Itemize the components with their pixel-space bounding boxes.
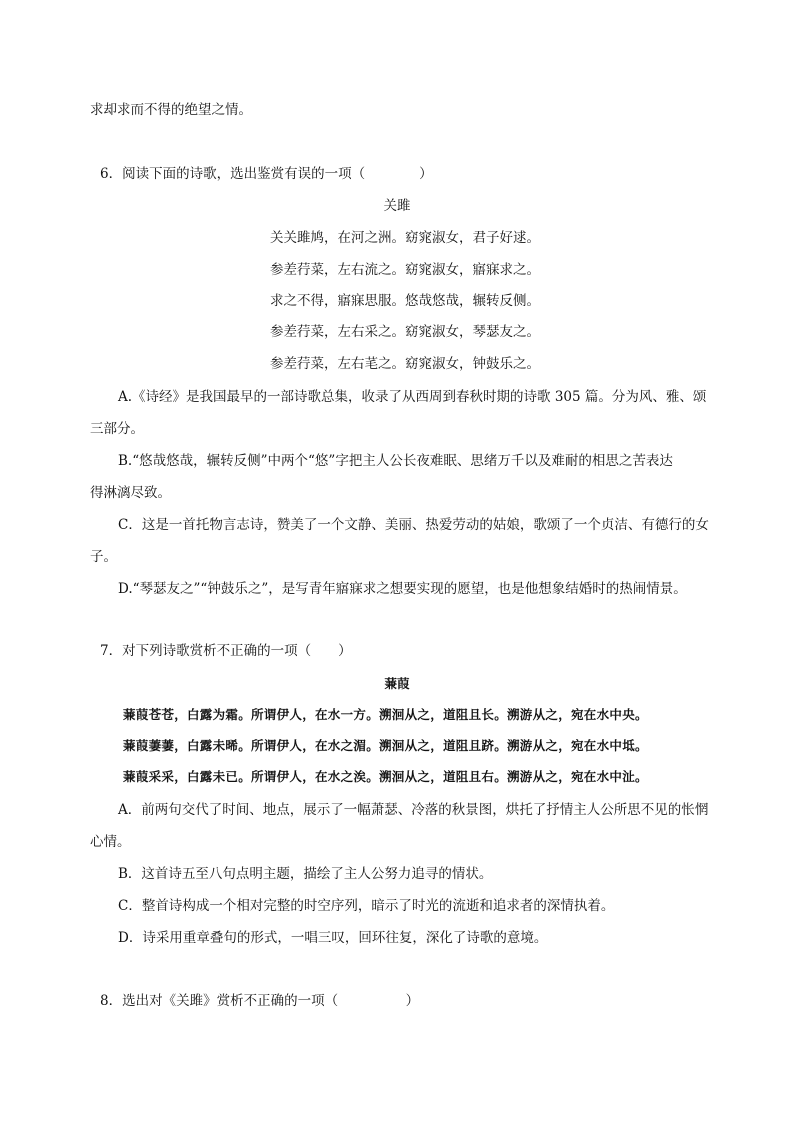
q6-option-b-cont: 得淋漓尽致。 bbox=[90, 485, 171, 501]
q7-option-b: B．这首诗五至八句点明主题，描绘了主人公努力追寻的情状。 bbox=[118, 866, 493, 882]
q7-option-a-cont: 心情。 bbox=[90, 834, 131, 850]
q6-option-b: B.“悠哉悠哉，辗转反侧”中两个“悠”字把主人公长夜难眠、思绪万千以及难耐的相思之苦表达 bbox=[118, 453, 673, 469]
q7-option-a: A．前两句交代了时间、地点，展示了一幅萧瑟、冷落的秋景图，烘托了抒情主人公所思不见的怅惘 bbox=[118, 802, 709, 818]
poem-line: 求之不得，寤寐思服。悠哉悠哉，辗转反侧。 bbox=[270, 293, 540, 309]
poem-title-jianjia: 蒹葭 bbox=[384, 676, 410, 691]
poem-line: 参差荇菜，左右采之。窈窕淑女，琴瑟友之。 bbox=[270, 324, 540, 340]
poem-line: 参差荇菜，左右流之。窈窕淑女，寤寐求之。 bbox=[270, 262, 540, 278]
poem-line: 蒹葭苍苍，白露为霜。所谓伊人，在水一方。溯洄从之，道阻且长。溯游从之，宛在水中央。 bbox=[123, 707, 648, 722]
q6-option-a-cont: 三部分。 bbox=[90, 421, 144, 437]
q6-option-a: A.《诗经》是我国最早的一部诗歌总集，收录了从西周到春秋时期的诗歌 305 篇。分为风、雅、颂 bbox=[118, 389, 707, 405]
q7-option-d: D．诗采用重章叠句的形式，一唱三叹，回环往复，深化了诗歌的意境。 bbox=[118, 930, 548, 946]
poem-line: 蒹葭采采，白露未已。所谓伊人，在水之涘。溯洄从之，道阻且右。溯游从之，宛在水中沚。 bbox=[123, 769, 648, 784]
question-6-stem: 6．阅读下面的诗歌，选出鉴赏有误的一项（ ） bbox=[100, 166, 433, 182]
poem-line: 蒹葭萋萋，白露未晞。所谓伊人，在水之湄。溯洄从之，道阻且跻。溯游从之，宛在水中坻。 bbox=[123, 738, 648, 753]
poem-line: 关关雎鸠，在河之洲。窈窕淑女，君子好逑。 bbox=[270, 230, 540, 246]
q6-option-c-cont: 子。 bbox=[90, 549, 117, 565]
q6-option-c: C．这是一首托物言志诗，赞美了一个文静、美丽、热爱劳动的姑娘，歌颂了一个贞洁、有德行的女 bbox=[118, 517, 709, 533]
q6-option-d: D.“琴瑟友之”“钟鼓乐之”，是写青年寤寐求之想要实现的愿望，也是他想象结婚时的热闹情景。 bbox=[118, 581, 687, 597]
continuation-text: 求却求而不得的绝望之情。 bbox=[90, 102, 252, 118]
question-7-stem: 7．对下列诗歌赏析不正确的一项（ ） bbox=[100, 643, 352, 659]
poem-line: 参差荇菜，左右芼之。窈窕淑女，钟鼓乐之。 bbox=[270, 356, 540, 372]
q7-option-c: C．整首诗构成一个相对完整的时空序列，暗示了时光的流逝和追求者的深情执着。 bbox=[118, 898, 615, 914]
poem-title-guanju: 关雎 bbox=[383, 198, 411, 214]
question-8-stem: 8．选出对《关雎》赏析不正确的一项（ ） bbox=[100, 993, 420, 1009]
